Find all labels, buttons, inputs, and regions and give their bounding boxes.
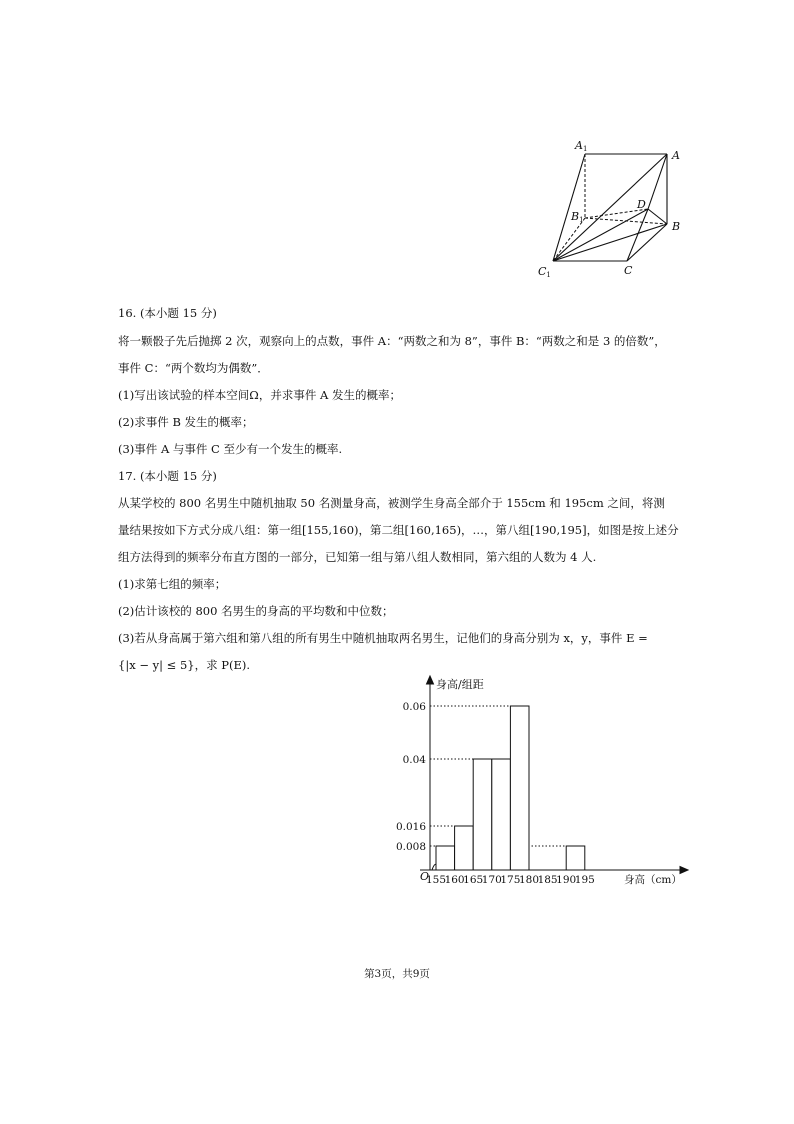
label-c1: C1	[538, 265, 551, 279]
y-axis-label: 身高/组距	[436, 678, 484, 691]
x-tick-label: 160	[444, 874, 465, 886]
q17-stem-line2: 量结果按如下方式分成八组：第一组[155,160)，第二组[160,165)，…，第八组[190,195]，如图是按上述分	[118, 523, 679, 537]
edge-c-b	[627, 224, 667, 261]
histogram-bar-175-180	[510, 706, 529, 870]
label-d: D	[637, 198, 646, 211]
q17-part3b: {|x − y| ≤ 5}，求 P(E).	[118, 658, 250, 672]
edge-c1-a	[553, 154, 667, 261]
edge-a1-c1	[553, 154, 585, 261]
frequency-histogram	[380, 672, 700, 892]
q16-stem-line1: 将一颗骰子先后抛掷 2 次，观察向上的点数，事件 A：“两数之和为 8”，事件 B：“两数之和是 3 的倍数”，	[118, 334, 666, 348]
q16-part3: (3)事件 A 与事件 C 至少有一个发生的概率.	[118, 442, 343, 456]
q16-title: 16. (本小题 15 分)	[118, 306, 217, 320]
y-tick-label: 0.008	[395, 841, 426, 853]
x-axis-label: 身高（cm）	[624, 874, 682, 886]
origin-label: O	[420, 870, 430, 883]
label-a: A	[672, 149, 680, 162]
label-c: C	[624, 264, 633, 277]
y-axis-arrow	[427, 676, 434, 684]
hidden-edge-b1-c1	[553, 218, 585, 261]
histogram-bar-170-175	[492, 759, 511, 870]
label-b1: B1	[571, 210, 584, 224]
q16-stem-line2: 事件 C：“两个数均为偶数”．	[118, 361, 269, 375]
edge-d-c	[627, 209, 648, 261]
histogram-bar-190-195	[566, 846, 585, 870]
x-tick-label: 165	[463, 874, 484, 886]
q16-part2: (2)求事件 B 发生的概率；	[118, 415, 254, 429]
x-tick-label: 185	[537, 874, 558, 886]
q17-title: 17. (本小题 15 分)	[118, 469, 217, 483]
y-tick-label: 0.016	[395, 821, 426, 833]
label-b: B	[672, 220, 681, 233]
x-tick-label: 180	[518, 874, 540, 886]
x-axis-arrow	[680, 867, 688, 874]
geometry-figure	[530, 138, 700, 283]
x-tick-label: 170	[481, 874, 502, 886]
q17-part2: (2)估计该校的 800 名男生的身高的平均数和中位数；	[118, 604, 394, 618]
q17-part1: (1)求第七组的频率；	[118, 577, 227, 591]
x-tick-label: 155	[425, 874, 447, 886]
page-footer: 第3页，共9页	[364, 968, 430, 980]
q17-stem-line3: 组方法得到的频率分布直方图的一部分，已知第一组与第八组人数相同，第六组的人数为 4 人.	[118, 550, 597, 564]
x-tick-label: 195	[574, 874, 595, 886]
q17-part3: (3)若从身高属于第六组和第八组的所有男生中随机抽取两名男生，记他们的身高分别为 x，y，事件 E =	[118, 631, 648, 645]
q17-stem-line1: 从某学校的 800 名男生中随机抽取 50 名测量身高，被测学生身高全部介于 155cm 和 195cm 之间，将测	[118, 496, 665, 510]
label-a1: A1	[575, 139, 588, 153]
hidden-edge-b1-b	[585, 218, 667, 224]
y-tick-label: 0.04	[402, 754, 426, 766]
x-tick-label: 190	[556, 874, 577, 886]
edge-d-b	[648, 209, 667, 224]
histogram-bar-160-165	[455, 826, 474, 870]
histogram-bar-165-170	[473, 759, 492, 870]
x-tick-label: 175	[500, 874, 521, 886]
histogram-bar-155-160	[436, 846, 455, 870]
y-tick-label: 0.06	[402, 701, 426, 713]
q16-part1: (1)写出该试验的样本空间Ω，并求事件 A 发生的概率；	[118, 388, 401, 402]
